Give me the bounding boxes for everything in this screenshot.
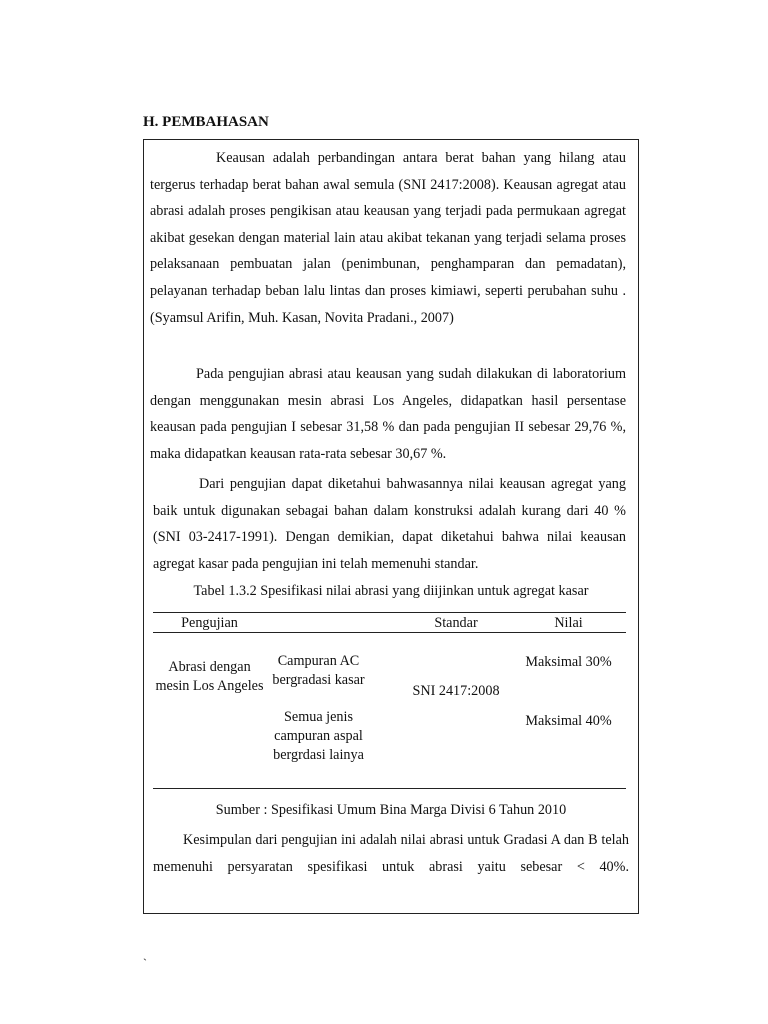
cell-pengujian: Abrasi dengan mesin Los Angeles — [155, 659, 264, 694]
paragraph-test-results: Pada pengujian abrasi atau keausan yang sudah dilakukan di laboratorium dengan menggunakan mesin abrasi Los Angeles, didapatkan hasil persentase keausan pada pengujian I sebesar 31,58 % dan pada pengujian II sebesar 29,76 %, maka didapatkan keausan rata-rata sebesar 30,67 %. — [150, 366, 626, 462]
paragraph-keausan-definition: Keausan adalah perbandingan antara berat bahan yang hilang atau tergerus terhadap berat bahan awal semula (SNI 2417:2008). Keausan agregat atau abrasi adalah proses pengikisan atau keausan yang terjadi pada permukaan agregat akibat gesekan dengan material lain atau akibat tekanan yang terjadi selama proses pelaksanaan pembuatan jalan (penimbunan, penghamparan dan pemadatan), pelayanan terhadap beban lalu lintas dan proses kimiawi, seperti perubahan suhu . (Syamsul Arifin, Muh. Kasan, Novita Pradani., 2007) — [150, 150, 626, 326]
cell-jenis-lainnya: Semua jenis campuran aspal bergrdasi lainya — [273, 709, 364, 763]
table-caption: Tabel 1.3.2 Spesifikasi nilai abrasi yang diijinkan untuk agregat kasar — [193, 583, 589, 599]
cell-nilai-40: Maksimal 40% — [525, 713, 612, 729]
cell-jenis-ac: Campuran AC bergradasi kasar — [272, 653, 365, 688]
header-nilai: Nilai — [554, 615, 583, 631]
paragraph-conclusion: Kesimpulan dari pengujian ini adalah nilai abrasi untuk Gradasi A dan B telah memenuhi persyaratan spesifikasi untuk abrasi yaitu sebesar < 40%. — [153, 832, 629, 875]
footer-mark: ` — [143, 956, 147, 970]
content-box — [143, 139, 639, 914]
paragraph-standard-comparison: Dari pengujian dapat diketahui bahwasannya nilai keausan agregat yang baik untuk digunakan sebagai bahan dalam konstruksi adalah kurang dari 40 % (SNI 03-2417-1991). Dengan demikian, dapat diketahui bahwa nilai keausan agregat kasar pada pengujian ini telah memenuhi standar. — [153, 476, 626, 572]
cell-standar: SNI 2417:2008 — [412, 683, 500, 699]
section-heading: H. PEMBAHASAN — [143, 114, 269, 130]
cell-nilai-30: Maksimal 30% — [525, 654, 612, 670]
table-header-rule — [153, 632, 626, 633]
header-pengujian: Pengujian — [181, 615, 238, 631]
table-bottom-rule — [153, 788, 626, 789]
table-top-rule — [153, 612, 626, 613]
table-source: Sumber : Spesifikasi Umum Bina Marga Divisi 6 Tahun 2010 — [215, 802, 567, 818]
header-standar: Standar — [434, 615, 478, 631]
